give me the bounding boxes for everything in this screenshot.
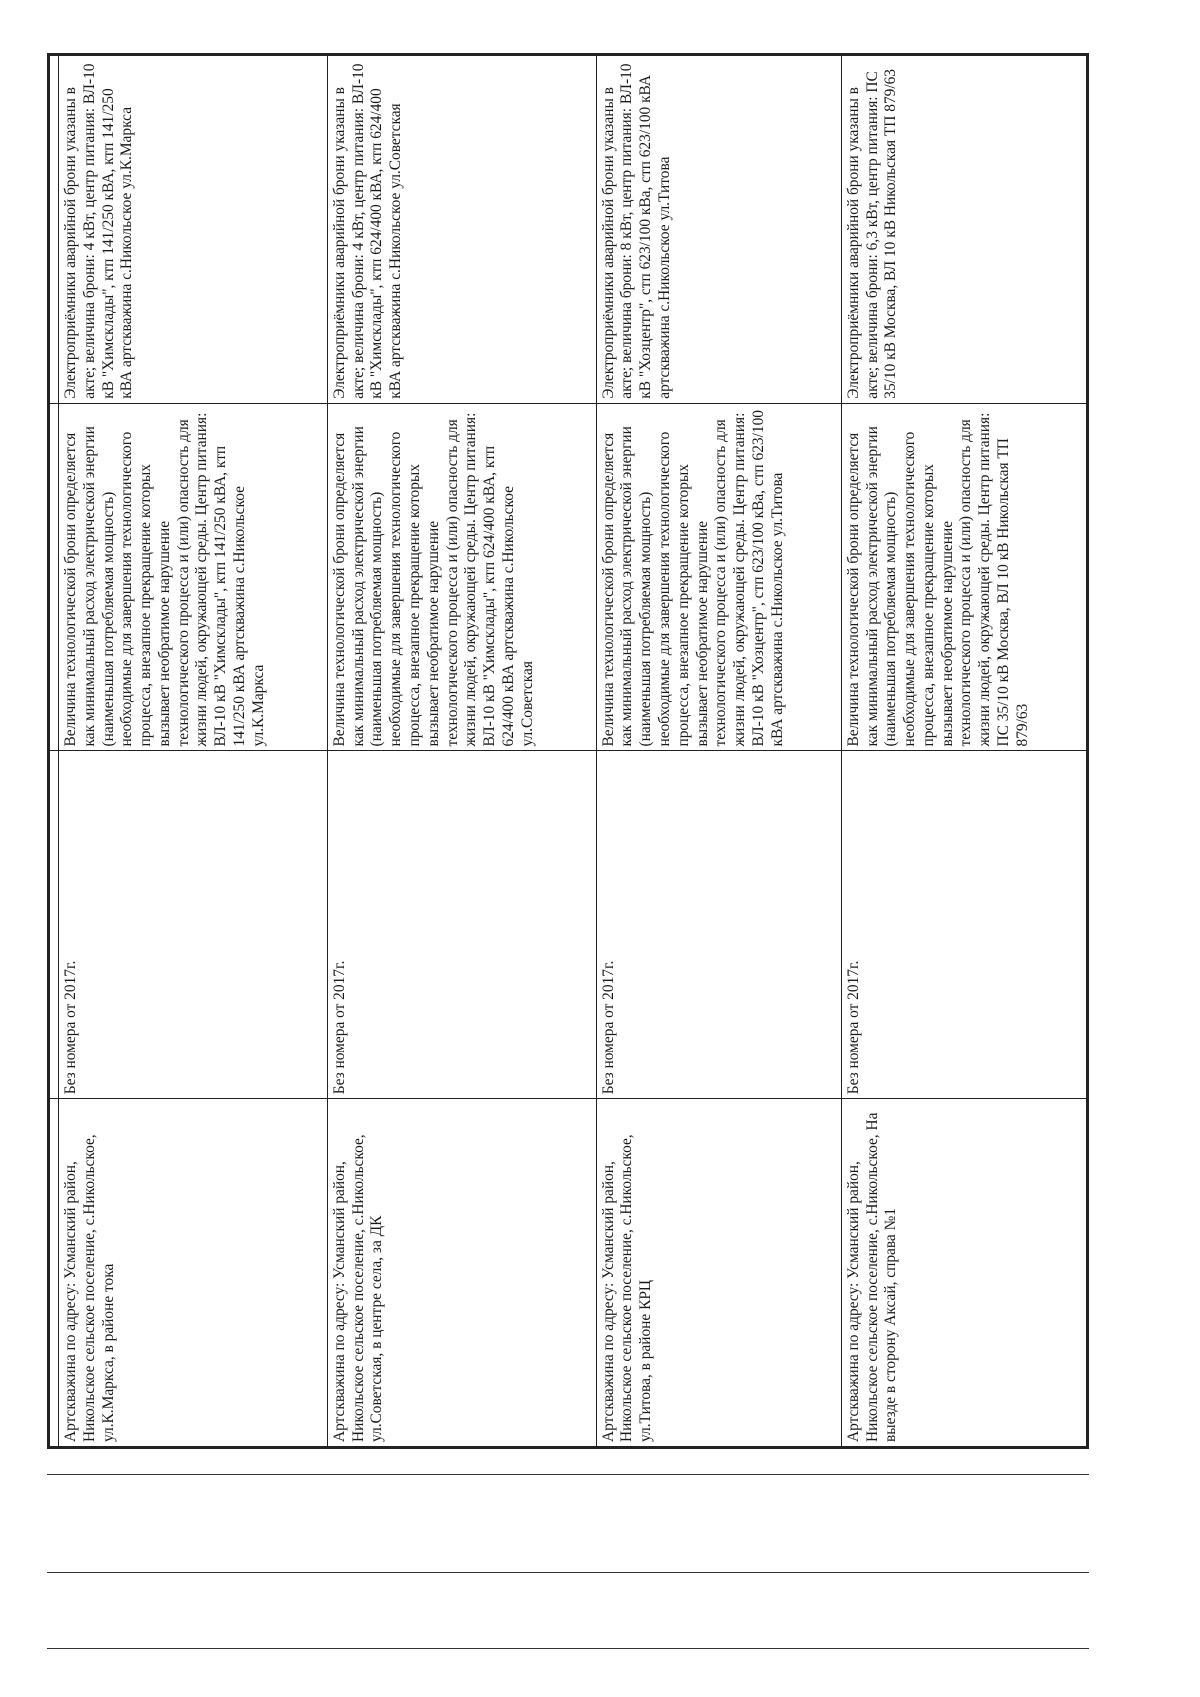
act-number-cell: Без номера от 2017г. xyxy=(596,751,841,1099)
table-row xyxy=(59,56,328,1447)
power-receivers-cell: Электроприёмники аварийной брони указаны в акте; величина брони: 4 кВт, центр питания: ВЛ-10 кВ "Химсклады", ктп 624/400 кВА, ктп 624/400 кВА артскважина с.Никольское ул.Советская xyxy=(327,56,596,404)
horizontal-rule xyxy=(47,1474,1089,1475)
object-address-cell: Артскважина по адресу: Усманский район, Никольское сельское поселение, с.Никольское, ул.Советская, в центре села, за ДК xyxy=(327,1099,596,1447)
scanned-page-table-frame xyxy=(47,53,1089,1449)
object-address-cell: Артскважина по адресу: Усманский район, Никольское сельское поселение, с.Никольское, ул.Титова, в районе КРЦ xyxy=(596,1099,841,1447)
power-receivers-cell: Электроприёмники аварийной брони указаны в акте; величина брони: 4 кВт, центр питания: ВЛ-10 кВ "Химсклады", ктп 141/250 кВА, ктп 141/250 кВА артскважина с.Никольское ул.К.Маркса xyxy=(59,56,328,404)
table-row xyxy=(841,56,1086,1447)
act-number-cell: Без номера от 2017г. xyxy=(59,751,328,1099)
power-receivers-cell: Электроприёмники аварийной брони указаны в акте; величина брони: 8 кВт, центр питания: ВЛ-10 кВ "Хозцентр", стп 623/100 кВа, стп 623/100 кВА артскважина с.Никольское ул.Титова xyxy=(596,56,841,404)
reserve-description-cell: Величина технологической брони определяется как минимальный расход электрической энергии (наименьшая потребляемая мощность) необходимые для завершения технологического процесса, внезапное прекращение которых вызывает необратимое нарушение технологического процесса и (или) опасность для жизни людей, окружающей среды. Центр питания: ВЛ-10 кВ "Хозцентр", стп 623/100 кВа, стп 623/100 кВА артскважина с.Никольское ул.Титова xyxy=(596,403,841,751)
table-row xyxy=(596,56,841,1447)
rotated-table-container xyxy=(49,55,1087,1447)
spacer-cell xyxy=(50,403,59,751)
act-number-cell: Без номера от 2017г. xyxy=(841,751,1086,1099)
object-address-cell: Артскважина по адресу: Усманский район, Никольское сельское поселение, с.Никольское, ул.К.Маркса, в районе тока xyxy=(59,1099,328,1447)
spacer-cell xyxy=(50,1099,59,1447)
spacer-cell xyxy=(50,751,59,1099)
reserve-description-cell: Величина технологической брони определяется как минимальный расход электрической энергии (наименьшая потребляемая мощность) необходимые для завершения технологического процесса, внезапное прекращение которых вызывает необратимое нарушение технологического процесса и (или) опасность для жизни людей, окружающей среды. Центр питания: ПС 35/10 кВ Москва, ВЛ 10 кВ Никольская ТП 879/63 xyxy=(841,403,1086,751)
act-number-cell: Без номера от 2017г. xyxy=(327,751,596,1099)
reserve-description-cell: Величина технологической брони определяется как минимальный расход электрической энергии (наименьшая потребляемая мощность) необходимые для завершения технологического процесса, внезапное прекращение которых вызывает необратимое нарушение технологического процесса и (или) опасность для жизни людей, окружающей среды. Центр питания: ВЛ-10 кВ "Химсклады", ктп 624/400 кВА, ктп 624/400 кВА артскважина с.Никольское ул.Советская xyxy=(327,403,596,751)
emergency-reserve-table xyxy=(49,55,1087,1447)
reserve-description-cell: Величина технологической брони определяется как минимальный расход электрической энергии (наименьшая потребляемая мощность) необходимые для завершения технологического процесса, внезапное прекращение которых вызывает необратимое нарушение технологического процесса и (или) опасность для жизни людей, окружающей среды. Центр питания: ВЛ-10 кВ "Химсклады", ктп 141/250 кВА, ктп 141/250 кВА артскважина с.Никольское ул.К.Маркса xyxy=(59,403,328,751)
table-top-spacer-row xyxy=(50,56,59,1447)
horizontal-rule xyxy=(47,1572,1089,1573)
spacer-cell xyxy=(50,56,59,404)
horizontal-rule xyxy=(47,1648,1089,1649)
object-address-cell: Артскважина по адресу: Усманский район, Никольское сельское поселение, с.Никольское, На выезде в сторону Аксай, справа №1 xyxy=(841,1099,1086,1447)
power-receivers-cell: Электроприёмники аварийной брони указаны в акте; величина брони: 6,3 кВт, центр питания: ПС 35/10 кВ Москва, ВЛ 10 кВ Никольская ТП 879/63 xyxy=(841,56,1086,404)
table-row xyxy=(327,56,596,1447)
